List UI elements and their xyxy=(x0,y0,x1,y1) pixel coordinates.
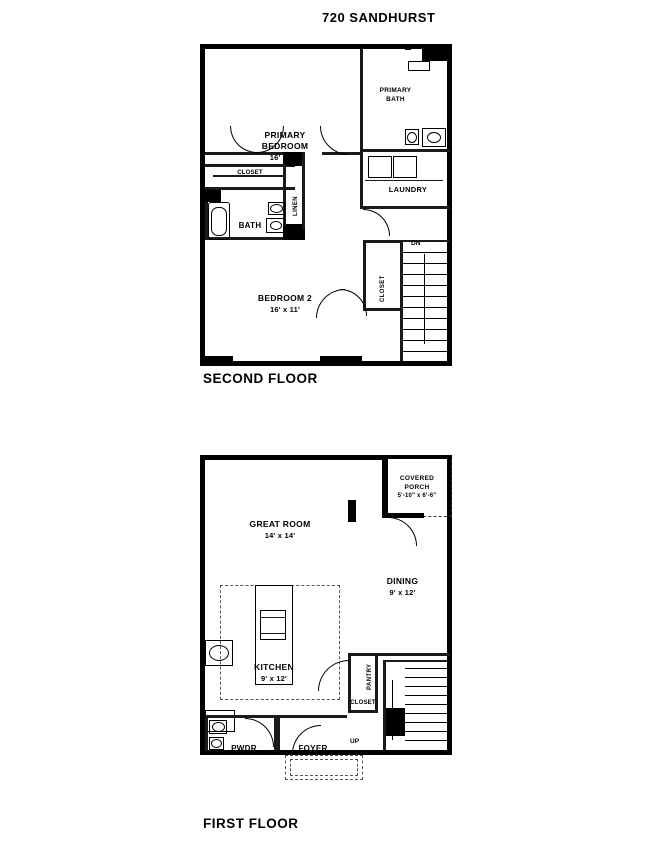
wall-primary-bath-left-lower xyxy=(360,149,363,197)
room-dimension: 9' x 12' xyxy=(260,674,288,683)
wall-bottom xyxy=(200,361,452,366)
room-dimension: 9' x 12' xyxy=(389,588,416,597)
wall-stair-left xyxy=(383,660,386,750)
washer xyxy=(368,156,392,178)
room-label-bedroom2 xyxy=(215,293,355,315)
page-title: 720 SANDHURST xyxy=(322,10,436,25)
wall-closet2-bottom xyxy=(363,308,403,311)
stair-step xyxy=(405,713,447,714)
wall-block-bath xyxy=(205,190,221,202)
stair-block xyxy=(383,708,405,736)
stair-step xyxy=(403,307,450,308)
stair-step xyxy=(405,668,447,669)
room-label-line1: PRIMARY xyxy=(264,130,306,140)
stair-direction-label: UP xyxy=(350,738,360,745)
room-label-line1: PRIMARY xyxy=(379,87,412,94)
door-swing-porch xyxy=(388,517,417,546)
wall-block-bed2-left xyxy=(205,356,233,361)
room-label-line1: COVERED xyxy=(399,475,435,482)
primary-bath-tub xyxy=(408,61,430,71)
wall-bath-laundry xyxy=(360,149,450,152)
room-label-line1: LAUNDRY xyxy=(388,185,428,194)
wall-top xyxy=(200,44,452,49)
stair-step xyxy=(403,274,450,275)
wall-top xyxy=(200,455,386,460)
second-floor-plan xyxy=(200,44,452,366)
room-dimension: 16' x 12' xyxy=(269,153,301,162)
stair-step xyxy=(403,285,450,286)
stair-step xyxy=(403,329,450,330)
range-detail xyxy=(260,633,286,634)
room-label-laundry xyxy=(368,184,448,195)
room-label-line2: BEDROOM xyxy=(261,141,309,151)
room-label-line1: PWDR xyxy=(231,744,257,753)
stair-direction-arrow xyxy=(424,254,425,344)
stair-step xyxy=(403,263,450,264)
room-label-great-room xyxy=(210,519,350,541)
door-swing-laundry xyxy=(363,209,390,236)
room-label-primary-bath xyxy=(368,86,423,104)
room-dimension: 14' x 14' xyxy=(264,531,296,540)
first-floor-plan xyxy=(200,455,452,810)
room-dimension: 5'-10" x 6'-6" xyxy=(397,493,437,499)
label-pantry: PANTRY xyxy=(367,663,373,690)
wall-block-bath-right xyxy=(283,229,305,240)
wall-stair-left xyxy=(400,240,403,361)
room-label-line2: BATH xyxy=(386,96,405,103)
stair-step xyxy=(403,318,450,319)
wall-block-top-right xyxy=(422,49,447,61)
label-closet: CLOSET xyxy=(350,700,376,706)
room-label-foyer xyxy=(280,743,346,754)
wall-linen-left xyxy=(283,164,286,226)
wall-stair-top xyxy=(400,240,450,242)
stair-direction-arrow xyxy=(392,680,393,740)
wall-stair-top xyxy=(383,660,447,662)
stair-step xyxy=(405,731,447,732)
second-floor-label: SECOND FLOOR xyxy=(203,371,318,386)
pwdr-sink-basin xyxy=(212,722,225,732)
laundry-counter xyxy=(365,180,443,181)
stair-step xyxy=(403,340,450,341)
first-floor-label: FIRST FLOOR xyxy=(203,816,299,831)
wall-hall-left xyxy=(363,240,366,290)
wall-node-a xyxy=(405,44,411,50)
wall-linen-right xyxy=(302,152,305,236)
label-linen: LINEN xyxy=(293,196,299,216)
wall-hall-top xyxy=(363,240,403,243)
room-label-line1: GREAT ROOM xyxy=(249,519,311,529)
room-label-line2: PORCH xyxy=(404,483,430,491)
room-label-line1: FOYER xyxy=(298,744,328,753)
wall-pwdr-top xyxy=(205,715,277,718)
stair-step xyxy=(405,686,447,687)
stair-step xyxy=(403,296,450,297)
range-detail xyxy=(260,617,286,618)
wall-laundry-left xyxy=(360,197,363,209)
room-label-line1: BEDROOM 2 xyxy=(257,293,313,303)
stair-step xyxy=(405,695,447,696)
wall-pwdr-left xyxy=(205,715,208,751)
kitchen-sink xyxy=(209,645,229,661)
primary-bath-sink xyxy=(427,132,441,143)
room-label-covered-porch xyxy=(382,475,452,501)
room-label-kitchen xyxy=(214,662,334,684)
wall-dining-bottom xyxy=(348,653,450,656)
room-label-line1: BATH xyxy=(238,221,262,230)
room-label-primary-bedroom xyxy=(240,130,330,163)
stair-step xyxy=(405,740,447,741)
wall-closet-top xyxy=(205,164,295,167)
room-dimension: 16' x 11' xyxy=(270,305,300,314)
label-closet: CLOSET xyxy=(237,170,263,176)
wall-porch-top xyxy=(382,455,452,459)
stair-direction-label: DN xyxy=(411,240,421,247)
wall-primary-bath-left xyxy=(360,49,363,149)
dryer xyxy=(393,156,417,178)
kitchen-range xyxy=(260,610,286,640)
front-stoop-inner xyxy=(290,759,358,776)
stair-step xyxy=(405,704,447,705)
room-label-bath xyxy=(225,220,275,231)
stair-step xyxy=(405,677,447,678)
stair-step xyxy=(403,252,450,253)
wall-closet-bottom xyxy=(348,710,378,713)
room-label-dining xyxy=(355,576,450,598)
stair-step xyxy=(403,351,450,352)
primary-bath-toilet-bowl xyxy=(407,132,417,143)
stair-step xyxy=(405,722,447,723)
room-label-line1: KITCHEN xyxy=(254,662,294,672)
wall-block-bed2-right xyxy=(320,356,362,361)
room-label-pwdr xyxy=(214,743,274,754)
wall-foyer-top xyxy=(277,715,347,718)
room-label-line1: DINING xyxy=(386,576,419,586)
wall-laundry-bottom xyxy=(360,206,450,209)
bath-toilet-bowl xyxy=(270,204,283,213)
label-closet-2: CLOSET xyxy=(380,275,386,302)
